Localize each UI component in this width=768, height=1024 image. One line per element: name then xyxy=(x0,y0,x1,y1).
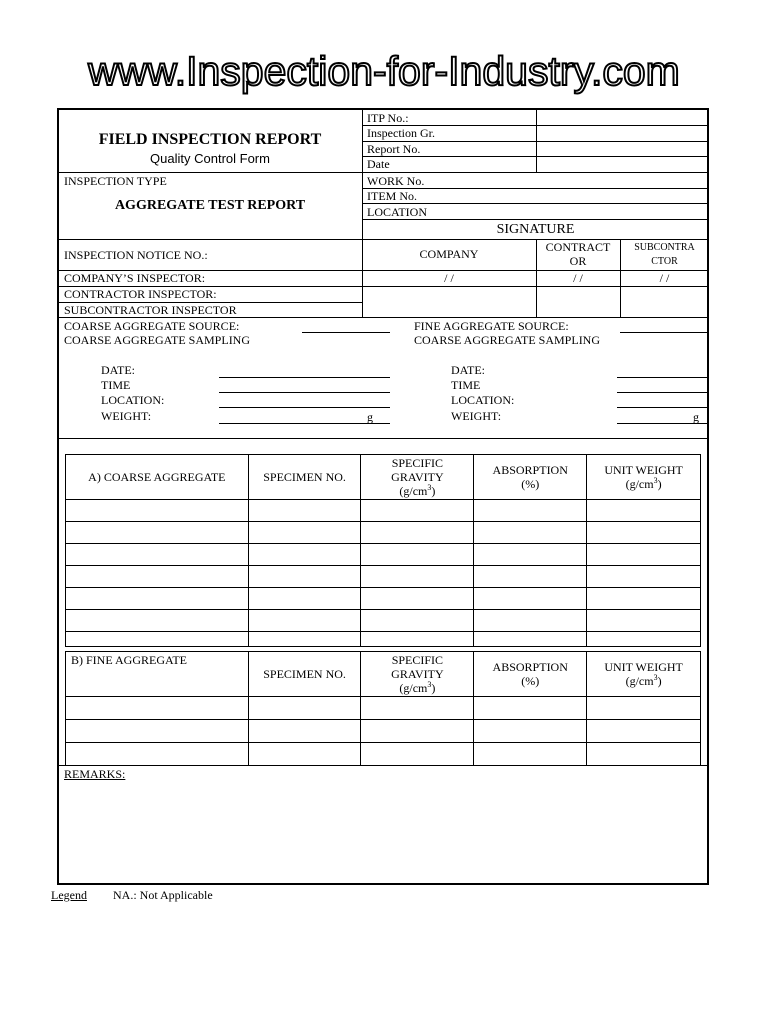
contractor-inspector-label: CONTRACTOR INSPECTOR: xyxy=(64,287,217,301)
coarse-table-cell[interactable] xyxy=(248,588,361,610)
coarse-table-cell[interactable] xyxy=(66,632,249,647)
fine-table-cell[interactable] xyxy=(66,720,249,743)
inspection-notice-label: INSPECTION NOTICE NO.: xyxy=(64,248,208,262)
fine-time-label: TIME xyxy=(451,378,481,392)
coarse-table-cell[interactable] xyxy=(587,522,701,544)
form-title: FIELD INSPECTION REPORT xyxy=(98,131,322,148)
contractor-heading-2: OR xyxy=(569,254,587,268)
coarse-table-cell[interactable] xyxy=(66,566,249,588)
fine-table-cell[interactable] xyxy=(474,720,587,743)
coarse-table-cell[interactable] xyxy=(248,544,361,566)
itp-no-label: ITP No.: xyxy=(367,111,409,125)
coarse-table-cell[interactable] xyxy=(361,500,474,522)
coarse-table-cell[interactable] xyxy=(474,500,587,522)
fine-table-cell[interactable] xyxy=(587,720,701,743)
fine-date-label: DATE: xyxy=(451,363,485,377)
fine-table-cell[interactable] xyxy=(66,697,249,720)
subcontractor-heading-1: SUBCONTRA xyxy=(634,242,695,253)
coarse-table-cell[interactable] xyxy=(474,544,587,566)
coarse-table-cell[interactable] xyxy=(361,544,474,566)
coarse-unit-weight-header: UNIT WEIGHT $(g/cm^3)$ xyxy=(587,455,701,500)
coarse-time-label: TIME xyxy=(101,378,131,392)
coarse-table-cell[interactable] xyxy=(361,522,474,544)
coarse-weight-label: WEIGHT: xyxy=(101,409,152,423)
fine-table-cell[interactable] xyxy=(248,743,361,766)
coarse-table-cell[interactable] xyxy=(248,500,361,522)
coarse-table-cell[interactable] xyxy=(474,566,587,588)
fine-table-cell[interactable] xyxy=(361,697,474,720)
contractor-date-slash: / / xyxy=(573,271,583,285)
coarse-table-cell[interactable] xyxy=(361,610,474,632)
fine-table-cell[interactable] xyxy=(66,743,249,766)
coarse-table-cell[interactable] xyxy=(587,588,701,610)
coarse-table-row xyxy=(66,588,701,610)
fine-weight-unit: g xyxy=(693,410,699,424)
fine-location-label: LOCATION: xyxy=(451,393,515,407)
subcontractor-heading-2: CTOR xyxy=(651,256,678,267)
coarse-date-label: DATE: xyxy=(101,363,135,377)
report-type: AGGREGATE TEST REPORT xyxy=(114,198,306,213)
coarse-table-cell[interactable] xyxy=(66,610,249,632)
fine-table-cell[interactable] xyxy=(474,697,587,720)
coarse-source-label: COARSE AGGREGATE SOURCE: xyxy=(64,319,240,333)
fine-specimen-header: SPECIMEN NO. xyxy=(248,652,361,697)
coarse-table-cell[interactable] xyxy=(587,632,701,647)
coarse-table-row xyxy=(66,566,701,588)
company-heading: COMPANY xyxy=(419,247,479,261)
coarse-table-cell[interactable] xyxy=(248,610,361,632)
fine-sg-header: SPECIFIC GRAVITY $(g/cm^3)$ xyxy=(361,652,474,697)
companys-inspector-label: COMPANY’S INSPECTOR: xyxy=(64,271,206,285)
contractor-heading-1: CONTRACT xyxy=(545,240,611,254)
coarse-table-cell[interactable] xyxy=(587,500,701,522)
fine-aggregate-table xyxy=(65,651,701,766)
fine-source-label: FINE AGGREGATE SOURCE: xyxy=(414,319,569,333)
coarse-table-cell[interactable] xyxy=(361,566,474,588)
coarse-table-cell[interactable] xyxy=(248,566,361,588)
fine-table-cell[interactable] xyxy=(248,720,361,743)
coarse-sampling-label: COARSE AGGREGATE SAMPLING xyxy=(64,333,251,347)
report-no-label: Report No. xyxy=(367,142,421,156)
signature-heading: SIGNATURE xyxy=(496,222,575,237)
fine-unit-weight-header: UNIT WEIGHT $(g/cm^3)$ xyxy=(587,652,701,697)
company-date-slash: / / xyxy=(444,271,454,285)
remarks-label: REMARKS: xyxy=(64,767,126,781)
work-no-label: WORK No. xyxy=(367,174,425,188)
coarse-table-cell[interactable] xyxy=(587,566,701,588)
coarse-table-row xyxy=(66,610,701,632)
fine-table-cell[interactable] xyxy=(248,697,361,720)
inspection-type-label: INSPECTION TYPE xyxy=(64,174,167,188)
subcontractor-inspector-label: SUBCONTRACTOR INSPECTOR xyxy=(64,303,237,317)
date-label: Date xyxy=(367,157,390,171)
coarse-table-cell[interactable] xyxy=(361,588,474,610)
coarse-absorption-header: ABSORPTION (%) xyxy=(474,455,587,500)
fine-sampling-label: COARSE AGGREGATE SAMPLING xyxy=(414,333,601,347)
subcontractor-date-slash: / / xyxy=(659,271,670,285)
location-label: LOCATION xyxy=(367,205,427,219)
fine-weight-label: WEIGHT: xyxy=(451,409,502,423)
inspection-gr-label: Inspection Gr. xyxy=(367,126,435,140)
coarse-table-cell[interactable] xyxy=(474,610,587,632)
item-no-label: ITEM No. xyxy=(367,189,417,203)
fine-table-cell[interactable] xyxy=(474,743,587,766)
coarse-table-cell[interactable] xyxy=(248,522,361,544)
coarse-table-row xyxy=(66,544,701,566)
fine-table-row xyxy=(66,720,701,743)
coarse-table-cell[interactable] xyxy=(66,500,249,522)
coarse-table-cell[interactable] xyxy=(474,522,587,544)
fine-table-row xyxy=(66,697,701,720)
fine-table-cell[interactable] xyxy=(361,743,474,766)
legend-label: Legend xyxy=(51,888,87,902)
coarse-table-cell[interactable] xyxy=(248,632,361,647)
coarse-table-row xyxy=(66,632,701,647)
coarse-table-cell[interactable] xyxy=(474,632,587,647)
fine-absorption-header: ABSORPTION (%) xyxy=(474,652,587,697)
coarse-table-cell[interactable] xyxy=(587,610,701,632)
fine-table-cell[interactable] xyxy=(587,697,701,720)
coarse-title-cell: A) COARSE AGGREGATE xyxy=(66,455,249,500)
coarse-weight-unit: g xyxy=(367,410,373,424)
fine-table-cell[interactable] xyxy=(587,743,701,766)
coarse-table-cell[interactable] xyxy=(361,632,474,647)
form-subtitle: Quality Control Form xyxy=(150,151,270,166)
coarse-sg-header: SPECIFIC GRAVITY $(g/cm^3)$ xyxy=(361,455,474,500)
coarse-table-cell[interactable] xyxy=(66,522,249,544)
coarse-table-cell[interactable] xyxy=(474,588,587,610)
coarse-table-cell[interactable] xyxy=(66,588,249,610)
coarse-table-row xyxy=(66,500,701,522)
coarse-aggregate-table xyxy=(65,454,701,647)
coarse-location-label: LOCATION: xyxy=(101,393,165,407)
fine-title-cell: B) FINE AGGREGATE xyxy=(66,652,249,697)
legend-text: NA.: Not Applicable xyxy=(113,888,213,902)
coarse-table-row xyxy=(66,522,701,544)
coarse-table-cell[interactable] xyxy=(587,544,701,566)
coarse-table-cell[interactable] xyxy=(66,544,249,566)
coarse-specimen-header: SPECIMEN NO. xyxy=(248,455,361,500)
fine-table-row xyxy=(66,743,701,766)
fine-table-cell[interactable] xyxy=(361,720,474,743)
site-header: www.Inspection-for-Industry.com xyxy=(88,48,680,94)
